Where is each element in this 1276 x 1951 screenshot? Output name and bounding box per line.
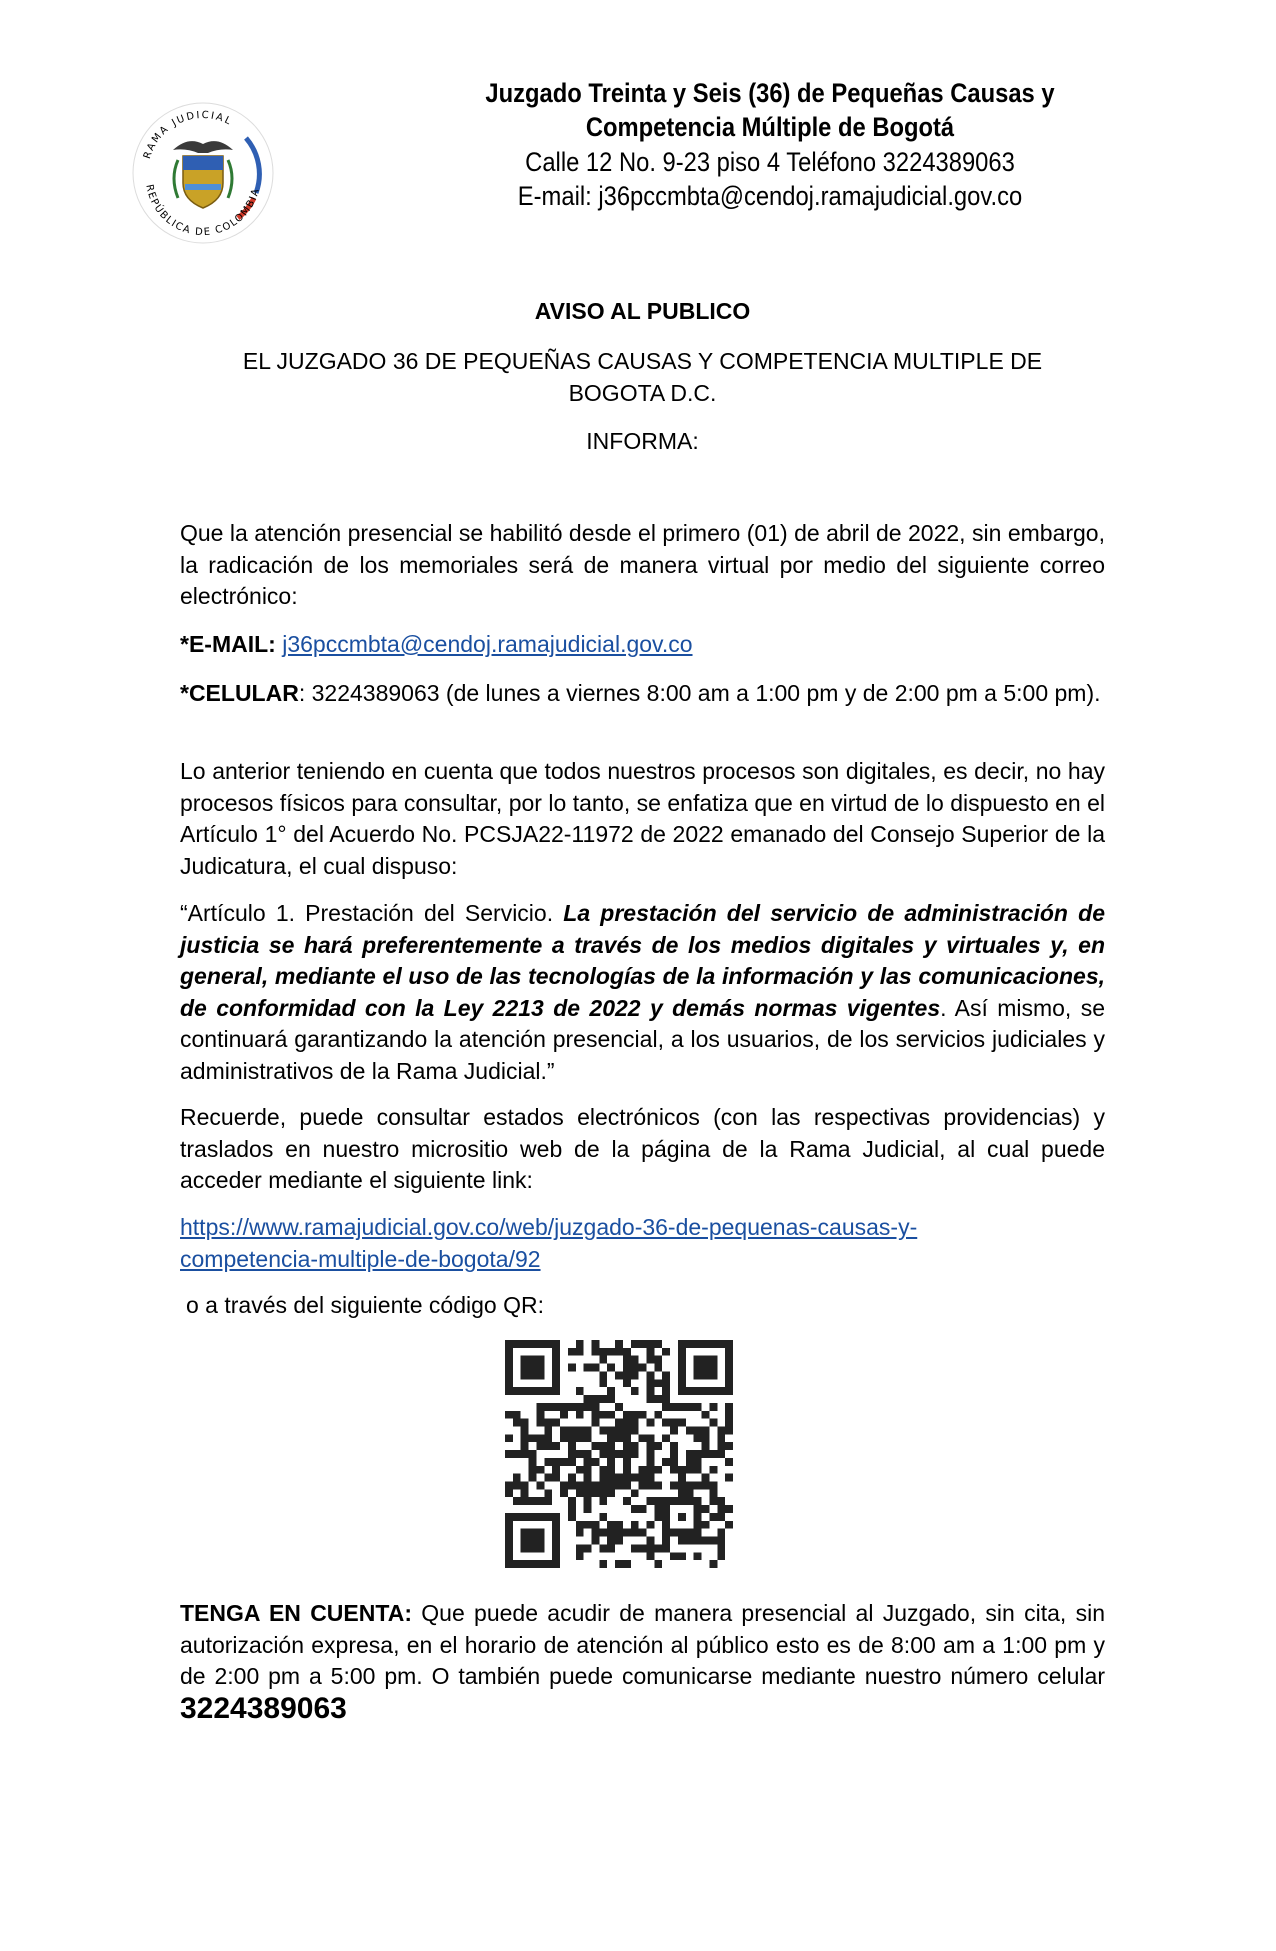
seal-top-text: RAMA JUDICIAL — [141, 109, 235, 161]
paragraph-tenga-en-cuenta — [180, 1598, 1105, 1726]
micrositio-link-line1[interactable]: https://www.ramajudicial.gov.co/web/juzgado-36-de-pequenas-causas-y- — [180, 1214, 918, 1240]
quote-rest: . Así mismo, se continuará garantizando la atención presencial, a los usuarios, de los servicios judiciales y administrativos de la Rama Judicial.” — [180, 994, 1105, 1084]
qr-intro: o a través del siguiente código QR: — [186, 1292, 544, 1318]
celular-number-large: 3224389063 — [180, 1691, 347, 1725]
email-link[interactable]: j36pccmbta@cendoj.ramajudicial.gov.co — [282, 631, 693, 657]
notice-informa: INFORMA: — [586, 428, 699, 454]
paragraph-digital-processes: Lo anterior teniendo en cuenta que todos nuestros procesos son digitales, es decir, no hay procesos físicos para consultar, por lo tanto, se enfatiza que en virtud de lo dispuesto en el Artículo 1° del Acuerdo No. PCSJA22-11972 de 2022 emanado del Consejo Superior de la Judicatura, el cual dispuso: — [180, 758, 1105, 879]
header-court-name-line2: Competencia Múltiple de Bogotá — [585, 112, 955, 142]
notice-subtitle-line1: EL JUZGADO 36 DE PEQUEÑAS CAUSAS Y COMPETENCIA MULTIPLE DE — [242, 348, 1043, 374]
header-email: E-mail: j36pccmbta@cendoj.ramajudicial.gov.co — [517, 181, 1023, 211]
paragraph-attention: Que la atención presencial se habilitó desde el primero (01) de abril de 2022, sin embargo, la radicación de los memoriales será de manera virtual por medio del siguiente correo electrónico: — [180, 520, 1105, 609]
tenga-en-cuenta-label: TENGA EN CUENTA: — [180, 1600, 412, 1626]
header-court-name-line1: Juzgado Treinta y Seis (36) de Pequeñas Causas y — [485, 78, 1055, 108]
email-label: *E-MAIL: — [180, 631, 276, 657]
seal-bottom-text: REPÚBLICA DE COLOMBIA — [143, 183, 263, 239]
rama-judicial-seal — [128, 98, 278, 248]
header-address: Calle 12 No. 9-23 piso 4 Teléfono 3224389063 — [525, 147, 1015, 177]
notice-title: AVISO AL PUBLICO — [534, 298, 751, 324]
quote-bold-text: La prestación del servicio de administración de justicia se hará preferentemente a través de los medios digitales y virtuales y, en general, mediante el uso de las tecnologías de la información y las comunicaciones, de conformidad con la Ley 2213 de 2022 y demás normas vigentes — [180, 900, 1105, 1021]
micrositio-link-line2[interactable]: competencia-multiple-de-bogota/92 — [180, 1245, 541, 1272]
micrositio-link[interactable] — [180, 1212, 1105, 1275]
notice-subtitle-line2: BOGOTA D.C. — [568, 380, 717, 406]
paragraph-micrositio: Recuerde, puede consultar estados electrónicos (con las respectivas providencias) y traslados en nuestro micrositio web de la página de la Rama Judicial, al cual puede acceder mediante el siguiente link: — [180, 1104, 1105, 1193]
celular-value: : 3224389063 (de lunes a viernes 8:00 am a 1:00 pm y de 2:00 pm a 5:00 pm). — [298, 680, 1101, 706]
celular-line — [180, 678, 1105, 710]
quote-article-1 — [180, 898, 1105, 1087]
celular-label: *CELULAR — [180, 680, 299, 706]
quote-intro: “Artículo 1. Prestación del Servicio. — [180, 900, 564, 926]
email-line — [180, 629, 1105, 661]
tenga-en-cuenta-text: Que puede acudir de manera presencial al Juzgado, sin cita, sin autorización expresa, en el horario de atención al público esto es de 8:00 am a 1:00 pm y de 2:00 pm a 5:00 pm. O también puede comunicarse mediante nuestro número celular — [180, 1600, 1105, 1689]
qr-code[interactable] — [505, 1340, 733, 1568]
svg-text:RAMA JUDICIAL — [142, 110, 234, 160]
